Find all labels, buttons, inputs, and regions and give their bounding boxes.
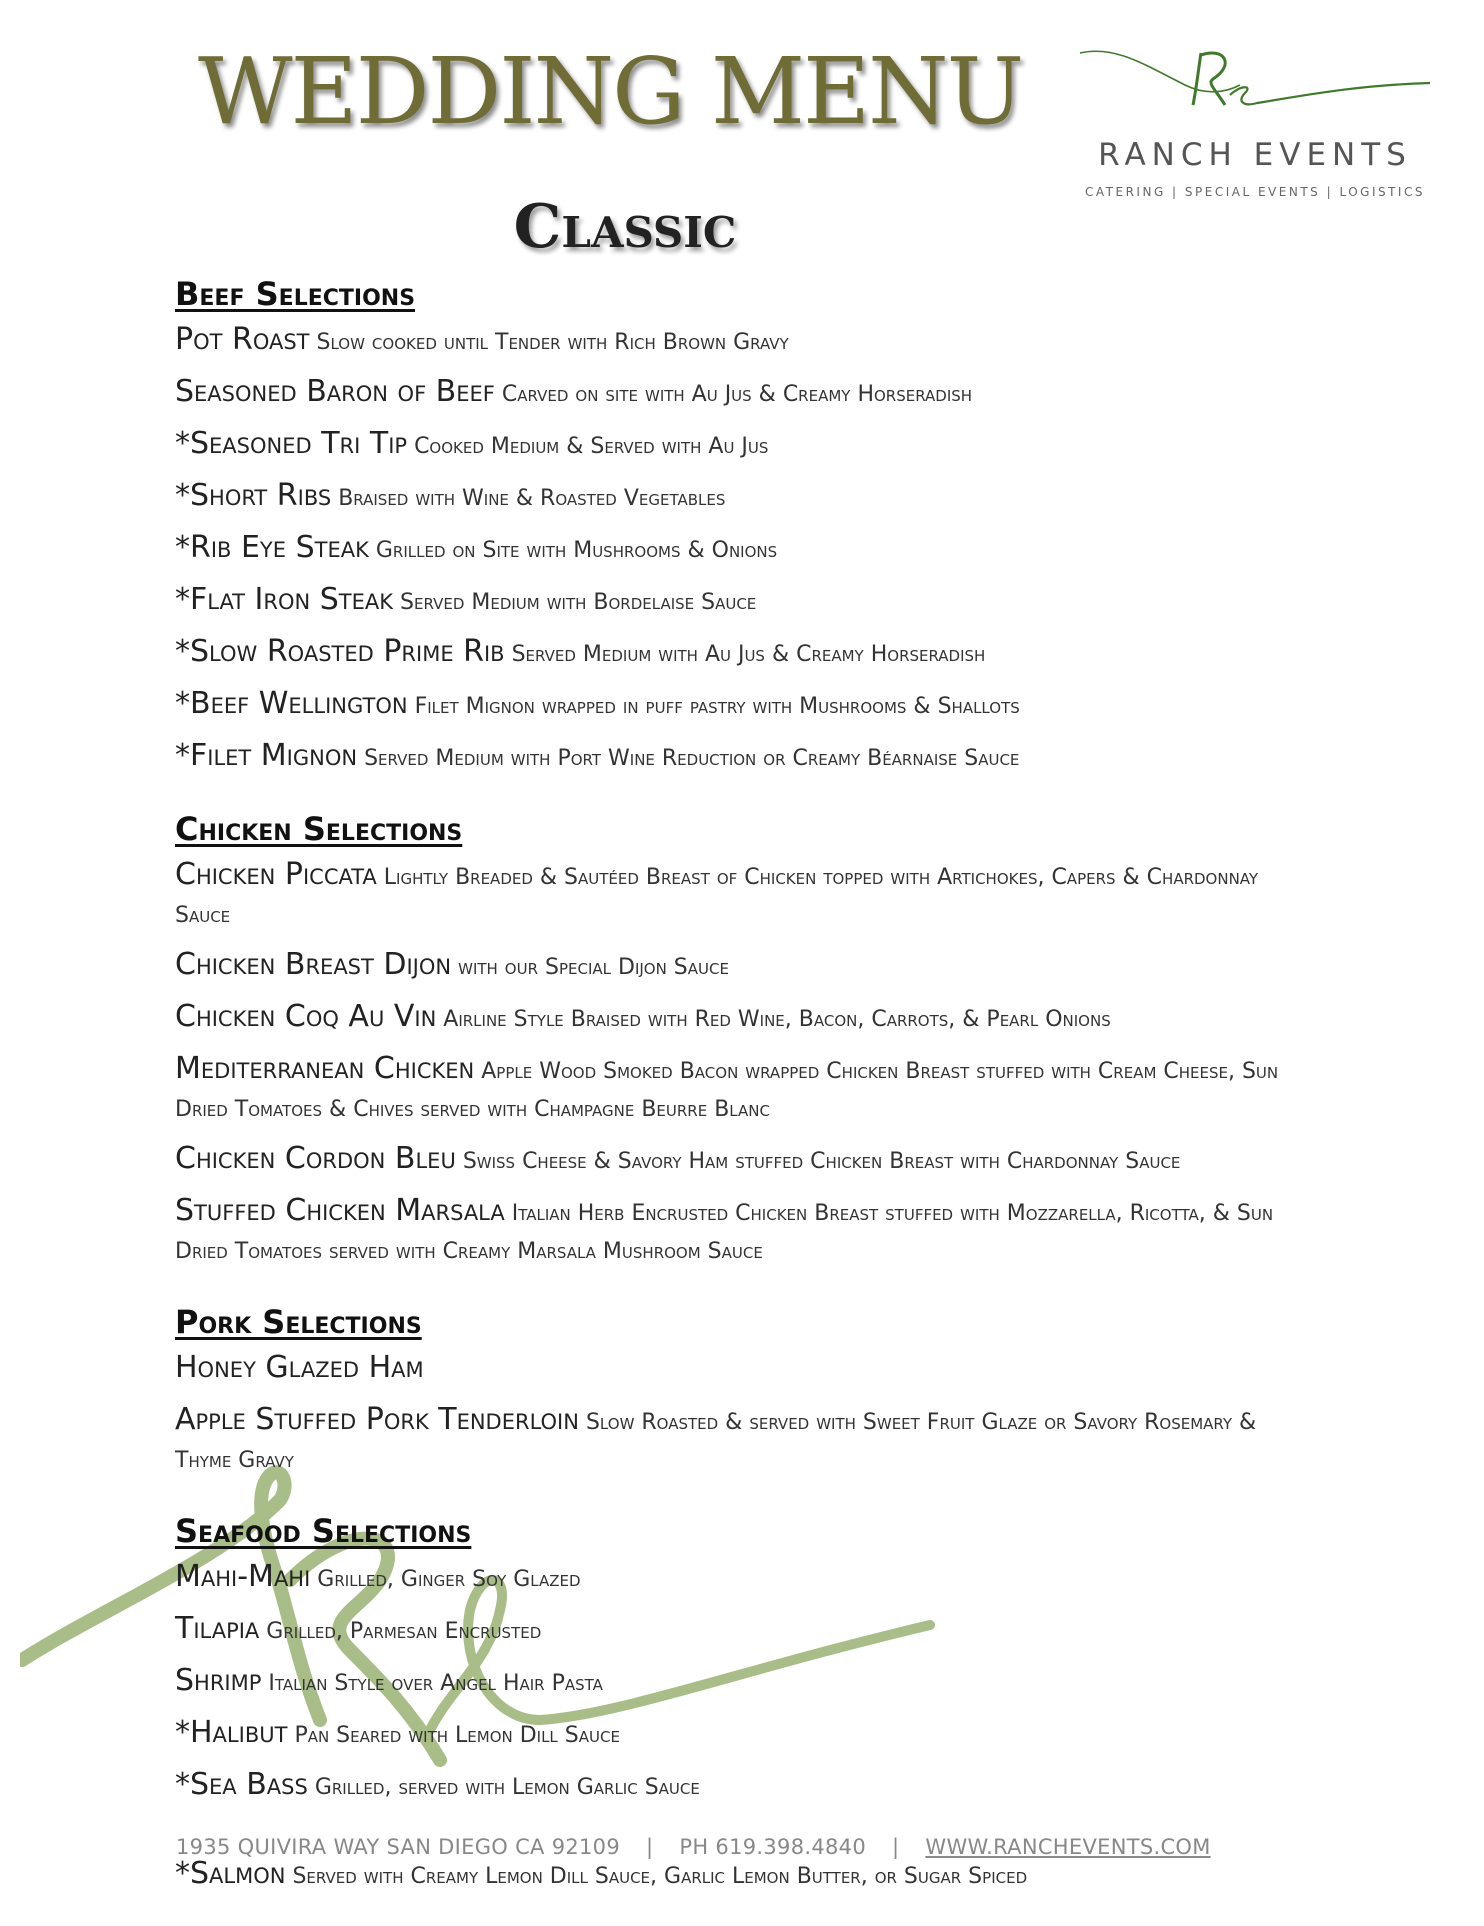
chicken-section <box>175 808 1305 1271</box>
footer-phone: PH 619.398.4840 <box>679 1835 866 1859</box>
menu-item <box>175 1401 1305 1480</box>
menu-item <box>175 1140 1305 1181</box>
item-description: Lightly Breaded & Sautéed Breast of Chicken topped with Artichokes, Capers & Chardonnay Sauce <box>175 865 1259 928</box>
menu-item <box>175 685 1305 726</box>
item-name: Pot Roast <box>175 322 310 357</box>
item-description: Grilled on Site with Mushrooms & Onions <box>375 538 778 563</box>
section-heading: Chicken Selections <box>175 810 463 848</box>
menu-item <box>175 477 1305 518</box>
footer <box>176 1835 1211 1859</box>
item-description: Served Medium with Port Wine Reduction or Creamy Béarnaise Sauce <box>364 746 1020 771</box>
item-name: *Halibut <box>175 1715 288 1750</box>
footer-separator: | <box>891 1835 900 1859</box>
menu-item <box>175 1855 1305 1896</box>
item-name: *Sea Bass <box>175 1767 308 1802</box>
item-description: Italian Herb Encrusted Chicken Breast stuffed with Mozzarella, Ricotta, & Sun Dried Tomatoes served with Creamy Marsala Mushroom Sauce <box>175 1201 1274 1264</box>
item-description: Carved on site with Au Jus & Creamy Horseradish <box>501 382 973 407</box>
item-name: *Filet Mignon <box>175 738 358 773</box>
item-description: with our Special Dijon Sauce <box>458 955 729 980</box>
item-description: Grilled, Ginger Soy Glazed <box>317 1567 581 1592</box>
footer-address: 1935 QUIVIRA WAY SAN DIEGO CA 92109 <box>176 1835 620 1859</box>
item-name: Tilapia <box>175 1611 260 1646</box>
item-description: Served Medium with Bordelaise Sauce <box>400 590 757 615</box>
item-description: Cooked Medium & Served with Au Jus <box>414 434 769 459</box>
menu-item <box>175 425 1305 466</box>
item-name: Mahi-Mahi <box>175 1559 311 1594</box>
section-heading: Beef Selections <box>175 275 416 313</box>
page-title: WEDDING MENU <box>198 38 1023 145</box>
menu-item <box>175 998 1305 1039</box>
ranch-events-logo <box>1075 45 1435 205</box>
logo-tagline: CATERING | SPECIAL EVENTS | LOGISTICS <box>1085 185 1425 199</box>
menu-item <box>175 373 1305 414</box>
menu-item <box>175 529 1305 570</box>
item-description: Pan Seared with Lemon Dill Sauce <box>294 1723 620 1748</box>
item-description: Filet Mignon wrapped in puff pastry with Mushrooms & Shallots <box>414 694 1020 719</box>
logo-brand-name: RANCH EVENTS <box>1098 137 1412 173</box>
item-description: Apple Wood Smoked Bacon wrapped Chicken Breast stuffed with Cream Cheese, Sun Dried Tomatoes & Chives served with Champagne Beurre Blanc <box>175 1059 1279 1122</box>
item-description: Swiss Cheese & Savory Ham stuffed Chicken Breast with Chardonnay Sauce <box>462 1149 1181 1174</box>
item-name: *Slow Roasted Prime Rib <box>175 634 505 669</box>
item-name: *Rib Eye Steak <box>175 530 369 565</box>
menu-item <box>175 946 1305 987</box>
menu-item <box>175 1610 1305 1651</box>
item-name: Chicken Piccata <box>175 857 377 892</box>
item-description: Grilled, Parmesan Encrusted <box>266 1619 542 1644</box>
menu-item <box>175 633 1305 674</box>
menu-item <box>175 1766 1305 1807</box>
item-description: Italian Style over Angel Hair Pasta <box>268 1671 603 1696</box>
menu-item <box>175 1714 1305 1755</box>
item-description: Airline Style Braised with Red Wine, Bacon, Carrots, & Pearl Onions <box>443 1007 1111 1032</box>
item-name: *Flat Iron Steak <box>175 582 394 617</box>
item-name: *Salmon <box>175 1856 286 1891</box>
menu-item <box>175 581 1305 622</box>
section-heading: Seafood Selections <box>175 1512 472 1550</box>
item-name: Honey Glazed Ham <box>175 1350 424 1385</box>
item-name: Shrimp <box>175 1663 262 1698</box>
item-name: Seasoned Baron of Beef <box>175 374 495 409</box>
item-description: Served Medium with Au Jus & Creamy Horseradish <box>511 642 986 667</box>
footer-separator: | <box>646 1835 654 1859</box>
item-name: *Beef Wellington <box>175 686 408 721</box>
item-name: *Short Ribs <box>175 478 332 513</box>
menu-item <box>175 1192 1305 1271</box>
section-heading: Pork Selections <box>175 1303 422 1341</box>
beef-section <box>175 273 1305 778</box>
item-name: Mediterranean Chicken <box>175 1051 475 1086</box>
menu-item <box>175 321 1305 362</box>
item-name: Apple Stuffed Pork Tenderloin <box>175 1402 579 1437</box>
menu-item <box>175 1662 1305 1703</box>
item-name: *Seasoned Tri Tip <box>175 426 408 461</box>
logo-script-icon <box>1075 45 1435 145</box>
menu-subtitle: Classic <box>513 192 737 262</box>
item-description: Slow cooked until Tender with Rich Brown Gravy <box>316 330 789 355</box>
item-name: Stuffed Chicken Marsala <box>175 1193 505 1228</box>
item-description: Grilled, served with Lemon Garlic Sauce <box>314 1775 700 1800</box>
menu-content <box>175 273 1305 1926</box>
menu-item <box>175 856 1305 935</box>
menu-item <box>175 1558 1305 1599</box>
item-name: Chicken Cordon Bleu <box>175 1141 456 1176</box>
item-name: Chicken Coq Au Vin <box>175 999 437 1034</box>
item-description: Slow Roasted & served with Sweet Fruit Glaze or Savory Rosemary & Thyme Gravy <box>175 1410 1257 1473</box>
item-description: Braised with Wine & Roasted Vegetables <box>338 486 726 511</box>
menu-item <box>175 737 1305 778</box>
menu-item <box>175 1050 1305 1129</box>
item-description: Served with Creamy Lemon Dill Sauce, Garlic Lemon Butter, or Sugar Spiced <box>292 1864 1028 1889</box>
item-name: Chicken Breast Dijon <box>175 947 452 982</box>
footer-website-link[interactable]: WWW.RANCHEVENTS.COM <box>925 1835 1211 1859</box>
pork-section <box>175 1301 1305 1480</box>
menu-item <box>175 1349 1305 1390</box>
